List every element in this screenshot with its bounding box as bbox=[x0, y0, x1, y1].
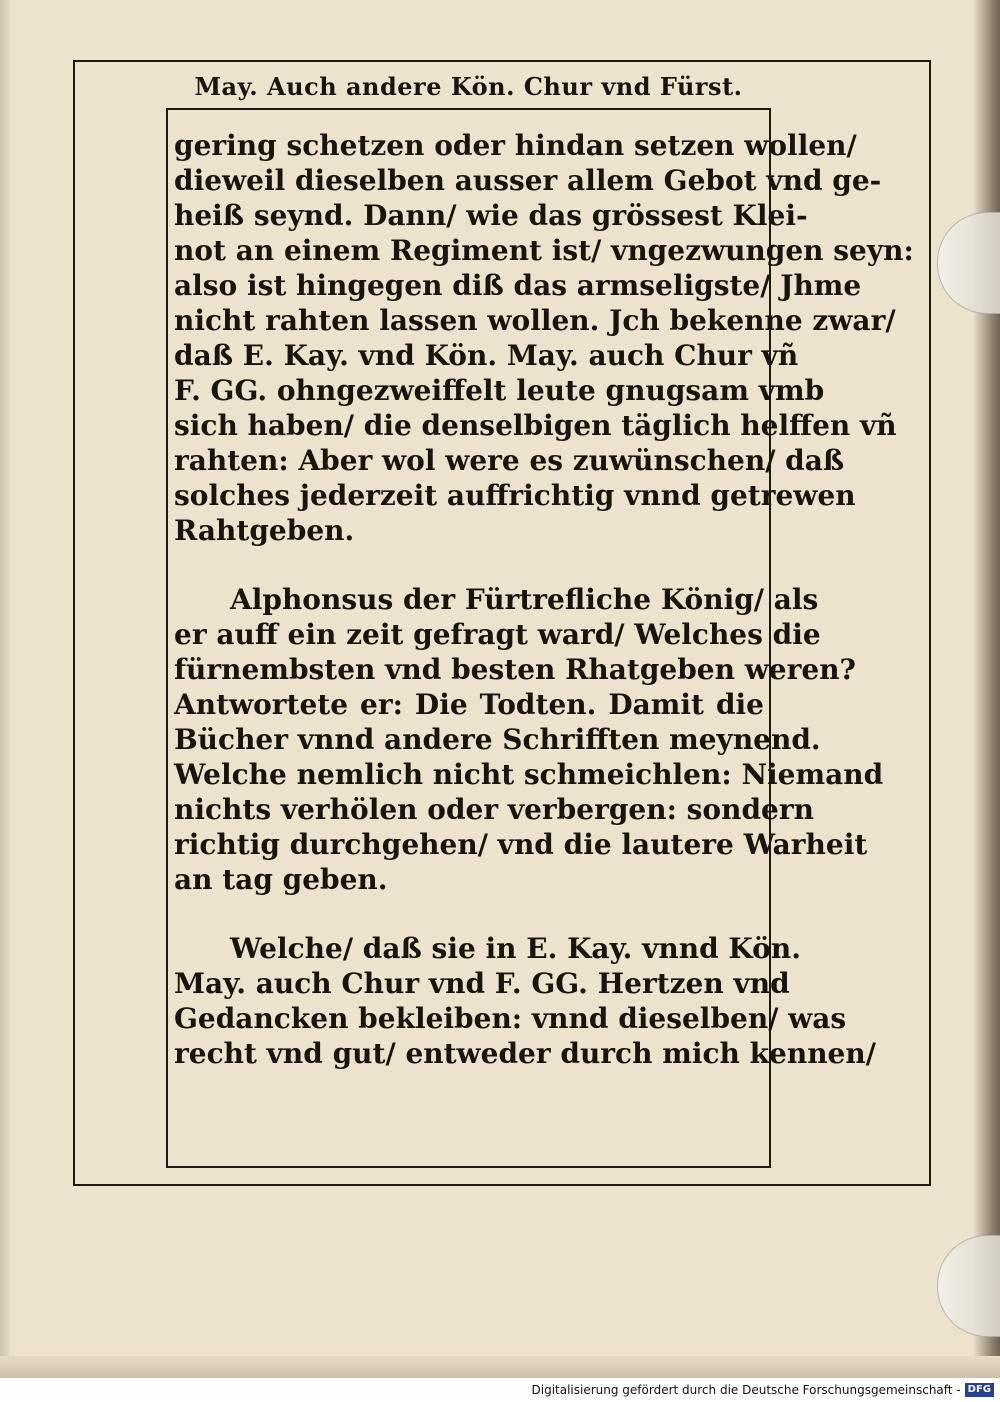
text-line: Welche/ daß sie in E. Kay. vnnd Kön. bbox=[230, 932, 801, 965]
paragraph-gap bbox=[174, 897, 764, 931]
text-line: nichts verhölen oder verbergen: sondern bbox=[174, 793, 814, 826]
page-edge-left bbox=[0, 0, 10, 1378]
text-line: Antwortete er: Die Todten. Damit die bbox=[174, 688, 764, 721]
text-line: Rahtgeben. bbox=[174, 514, 355, 547]
text-line: rahten: Aber wol were es zuwünschen/ daß bbox=[174, 444, 845, 477]
dfg-logo: DFG bbox=[965, 1383, 994, 1397]
text-line: Gedancken bekleiben: vnnd dieselben/ was bbox=[174, 1002, 847, 1035]
text-line: not an einem Regiment ist/ vngezwungen seyn: bbox=[174, 234, 914, 267]
text-line: er auff ein zeit gefragt ward/ Welches die bbox=[174, 618, 821, 651]
running-head: May. Auch andere Kön. Chur vnd Fürst. bbox=[194, 72, 743, 101]
text-line: F. GG. ohngezweiffelt leute gnugsam vmb bbox=[174, 374, 825, 407]
page-bottom-edge bbox=[0, 1356, 1000, 1378]
paragraph-gap bbox=[174, 548, 764, 582]
text-line: sich haben/ die denselbigen täglich helffen vñ bbox=[174, 409, 897, 442]
text-line: Alphonsus der Fürtrefliche König/ als bbox=[230, 583, 819, 616]
footer-rule bbox=[166, 1166, 771, 1168]
paragraph-3 bbox=[174, 931, 876, 1071]
page-clip-tab-bottom bbox=[937, 1235, 1000, 1337]
digitization-credit bbox=[532, 1380, 995, 1400]
text-line: an tag geben. bbox=[174, 863, 388, 896]
text-line: May. auch Chur vnd F. GG. Hertzen vnd bbox=[174, 967, 790, 1000]
text-line: fürnembsten vnd besten Rhatgeben weren? bbox=[174, 653, 856, 686]
credit-text: Digitalisierung gefördert durch die Deutsche Forschungsgemeinschaft - bbox=[531, 1383, 961, 1397]
page-clip-tab-top bbox=[937, 212, 1000, 314]
paragraph-1 bbox=[174, 128, 914, 548]
paragraph-2 bbox=[174, 582, 884, 897]
text-block bbox=[174, 128, 914, 1071]
page-edge-right bbox=[972, 0, 1000, 1378]
text-line: nicht rahten lassen wollen. Jch bekenne zwar/ bbox=[174, 304, 896, 337]
header-rule bbox=[166, 108, 771, 110]
text-line: solches jederzeit auffrichtig vnnd getrewen bbox=[174, 479, 856, 512]
text-line: Bücher vnnd andere Schrifften meynend. bbox=[174, 723, 821, 756]
text-line: Welche nemlich nicht schmeichlen: Niemand bbox=[174, 758, 884, 791]
text-line: heiß seynd. Dann/ wie das grössest Klei- bbox=[174, 199, 808, 232]
text-line: dieweil dieselben ausser allem Gebot vnd ge- bbox=[174, 164, 882, 197]
text-line: gering schetzen oder hindan setzen wollen/ bbox=[174, 129, 857, 162]
text-line: recht vnd gut/ entweder durch mich kennen/ bbox=[174, 1037, 876, 1070]
text-line: daß E. Kay. vnd Kön. May. auch Chur vñ bbox=[174, 339, 799, 372]
text-line: also ist hingegen diß das armseligste/ Jhme bbox=[174, 269, 862, 302]
text-line: richtig durchgehen/ vnd die lautere Warheit bbox=[174, 828, 868, 861]
